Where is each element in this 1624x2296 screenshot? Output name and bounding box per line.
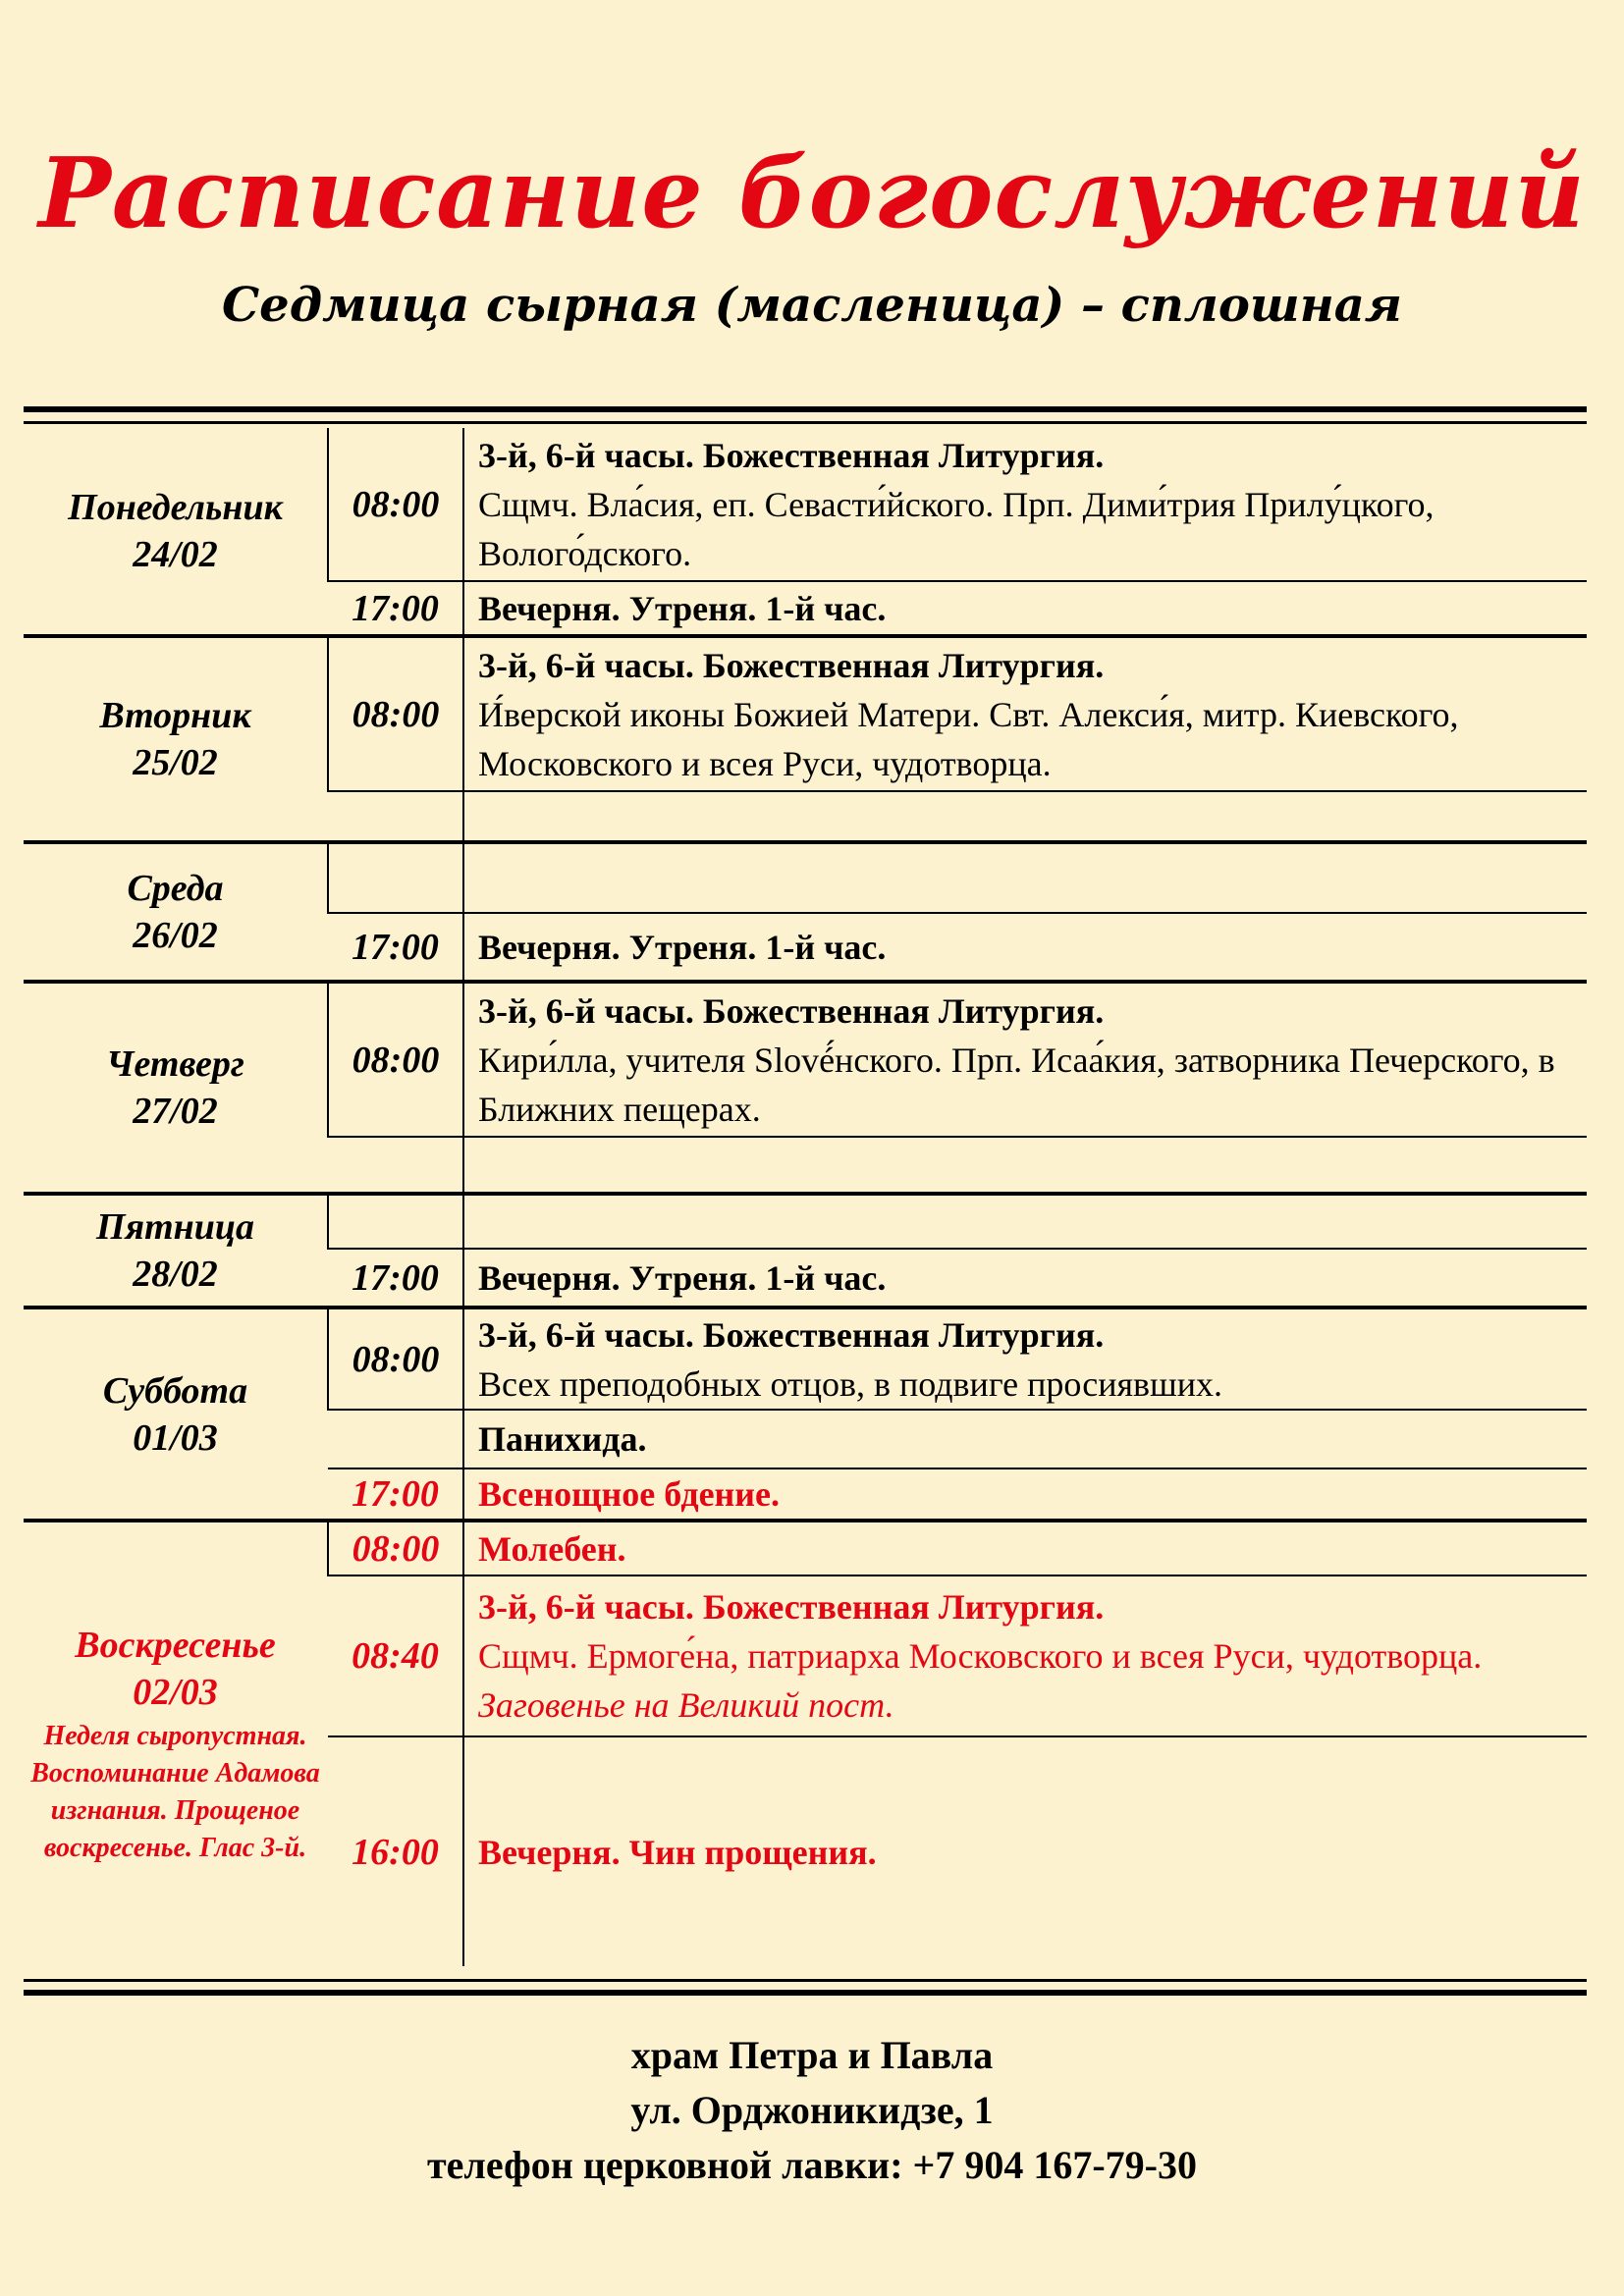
page-subtitle: Седмица сырная (масленица) – сплошная bbox=[221, 278, 1403, 333]
service-time: 08:00 bbox=[328, 982, 463, 1137]
service-text: И́верской иконы Божией Матери. Свт. Алекси́я, митр. Киевского, Московского и всея Руси, чудотворца. bbox=[478, 694, 1459, 783]
service-title: Вечерня. Чин прощения. bbox=[463, 1736, 1587, 1966]
day-cell-friday bbox=[24, 1194, 328, 1308]
service-time bbox=[328, 791, 463, 842]
service-cell bbox=[463, 982, 1587, 1137]
service-time bbox=[328, 842, 463, 913]
service-time: 08:00 bbox=[328, 636, 463, 791]
footer-phone: телефон церковной лавки: +7 904 167-79-30 bbox=[427, 2143, 1197, 2187]
day-date: 24/02 bbox=[133, 534, 218, 575]
schedule-row bbox=[24, 982, 1587, 1137]
top-rule-thick bbox=[24, 406, 1587, 412]
service-time: 17:00 bbox=[328, 1468, 463, 1521]
schedule-row bbox=[24, 428, 1587, 581]
service-title: Вечерня. Утреня. 1-й час. bbox=[463, 1249, 1587, 1308]
day-date: 02/03 bbox=[133, 1672, 218, 1713]
day-cell-monday bbox=[24, 428, 328, 636]
service-title: Вечерня. Утреня. 1-й час. bbox=[463, 581, 1587, 636]
schedule-row bbox=[24, 1194, 1587, 1249]
service-time: 17:00 bbox=[328, 1249, 463, 1308]
day-date: 26/02 bbox=[133, 915, 218, 956]
service-title: 3-й, 6-й часы. Божественная Литургия. bbox=[478, 1314, 1105, 1355]
service-time: 08:00 bbox=[328, 428, 463, 581]
day-cell-saturday bbox=[24, 1308, 328, 1521]
service-time bbox=[328, 1410, 463, 1468]
service-cell bbox=[463, 428, 1587, 581]
service-cell bbox=[463, 1308, 1587, 1410]
day-name: Четверг bbox=[106, 1043, 244, 1085]
service-cell bbox=[463, 1575, 1587, 1736]
service-time bbox=[328, 1137, 463, 1194]
day-name: Суббота bbox=[102, 1369, 248, 1412]
footer-church-name: храм Петра и Павла bbox=[630, 2033, 994, 2077]
service-title: Молебен. bbox=[463, 1521, 1587, 1575]
service-time: 16:00 bbox=[328, 1736, 463, 1966]
service-title bbox=[463, 1194, 1587, 1249]
footer bbox=[0, 2028, 1624, 2193]
service-title bbox=[463, 791, 1587, 842]
schedule-row bbox=[24, 1521, 1587, 1575]
bottom-rule-thick bbox=[24, 1990, 1587, 1996]
service-title bbox=[463, 1137, 1587, 1194]
service-title: 3-й, 6-й часы. Божественная Литургия. bbox=[478, 645, 1105, 685]
bottom-rule-thin bbox=[24, 1979, 1587, 1982]
service-time: 08:40 bbox=[328, 1575, 463, 1736]
day-name: Понедельник bbox=[68, 487, 283, 528]
day-date: 27/02 bbox=[133, 1091, 218, 1132]
day-cell-thursday bbox=[24, 982, 328, 1194]
service-title: Всенощное бдение. bbox=[463, 1468, 1587, 1521]
service-text: Сщмч. Ермоге́на, патриарха Московского и всея Руси, чудотворца. bbox=[478, 1636, 1483, 1676]
service-text-italic: Заговенье на Великий пост. bbox=[478, 1685, 894, 1725]
schedule-table bbox=[24, 428, 1587, 1966]
top-rule-thin bbox=[24, 421, 1587, 424]
service-time bbox=[328, 1194, 463, 1249]
service-text: Сщмч. Вла́сия, еп. Севасти́йского. Прп. Дими́трия Прилу́цкого, Волого́дского. bbox=[478, 484, 1435, 573]
service-text: Кири́лла, учителя Slové́нского. Прп. Исаа́кия, затворника Печерского, в Ближних пещерах. bbox=[478, 1040, 1555, 1129]
service-time: 17:00 bbox=[328, 913, 463, 982]
service-title: 3-й, 6-й часы. Божественная Литургия. bbox=[478, 1587, 1105, 1627]
schedule-row bbox=[24, 842, 1587, 913]
service-cell bbox=[463, 636, 1587, 791]
schedule-row bbox=[24, 636, 1587, 791]
day-name: Пятница bbox=[95, 1206, 255, 1248]
schedule-row bbox=[24, 1308, 1587, 1410]
service-time: 08:00 bbox=[328, 1308, 463, 1410]
service-time: 08:00 bbox=[328, 1521, 463, 1575]
day-cell-sunday bbox=[24, 1521, 328, 1966]
service-time: 17:00 bbox=[328, 581, 463, 636]
day-date: 25/02 bbox=[133, 742, 218, 783]
service-title bbox=[463, 842, 1587, 913]
day-name: Вторник bbox=[99, 695, 251, 736]
day-name: Воскресенье bbox=[75, 1625, 276, 1666]
footer-address: ул. Орджоникидзе, 1 bbox=[630, 2088, 994, 2132]
day-date: 01/03 bbox=[133, 1416, 218, 1459]
service-title: Вечерня. Утреня. 1-й час. bbox=[463, 913, 1587, 982]
service-text: Всех преподобных отцов, в подвиге просиявших. bbox=[478, 1363, 1223, 1404]
service-title: Панихида. bbox=[463, 1410, 1587, 1468]
day-date: 28/02 bbox=[133, 1254, 218, 1295]
day-cell-wednesday bbox=[24, 842, 328, 982]
day-note: Неделя сыропустная. Воспоминание Адамова изгнания. Прощеное воскресенье. Глас 3-й. bbox=[30, 1721, 320, 1863]
day-name: Среда bbox=[127, 868, 224, 909]
page-title: Расписание богослужений bbox=[38, 137, 1586, 250]
day-cell-tuesday bbox=[24, 636, 328, 842]
service-title: 3-й, 6-й часы. Божественная Литургия. bbox=[478, 435, 1105, 475]
service-title: 3-й, 6-й часы. Божественная Литургия. bbox=[478, 990, 1105, 1031]
